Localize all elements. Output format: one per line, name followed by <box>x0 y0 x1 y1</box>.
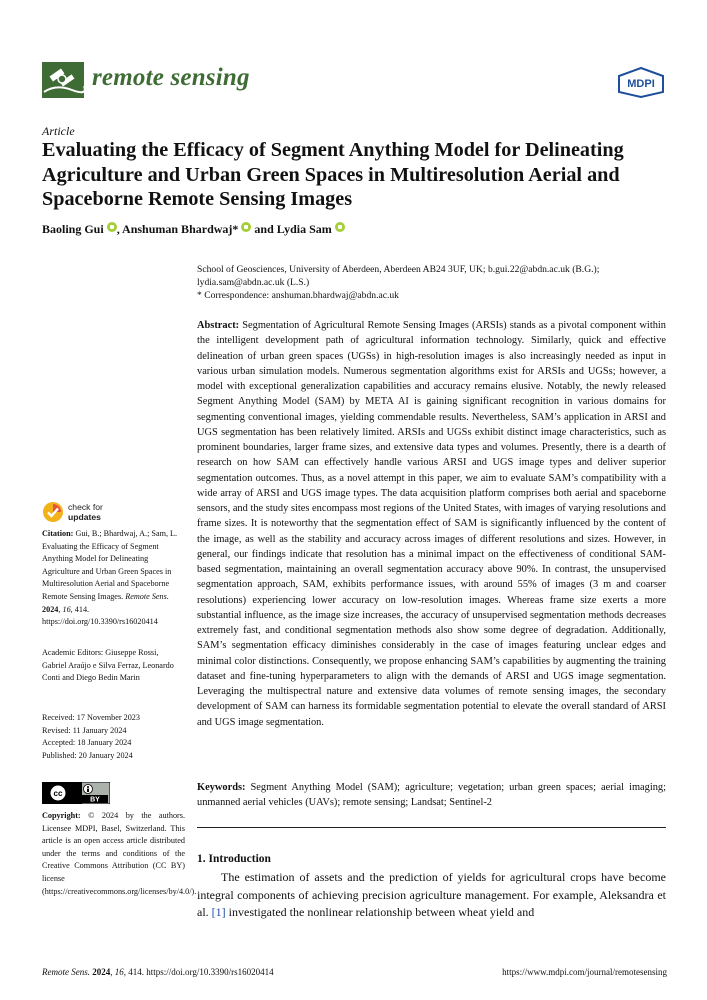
publisher-name: MDPI <box>627 78 655 90</box>
copyright-text: © 2024 by the authors. Licensee MDPI, Basel, Switzerland. This article is an open access article distributed under the terms and conditions of the Creative Commons Attribution (CC BY) license (https://creativecommons.org/licenses/by/4.0/). <box>42 811 197 896</box>
affiliation <box>197 264 667 290</box>
citation-text: Gui, B.; Bhardwaj, A.; Sam, L. Evaluating the Efficacy of Segment Anything Model for Delineating Agriculture and Urban Green Spaces in Multiresolution Aerial and Spaceborne Remote Sensing Images. <box>42 529 178 601</box>
check-label: check for <box>68 502 103 512</box>
keywords-text: Segment Anything Model (SAM); agriculture; vegetation; urban green spaces; aerial imaging; unmanned aerial vehicles (UAVs); remote sensing; Landsat; Sentinel-2 <box>197 782 666 809</box>
footer-volume: 16 <box>114 967 124 977</box>
citation-year: 2024 <box>42 604 59 614</box>
citation-volume: 16 <box>62 604 71 614</box>
abstract-label: Abstract: <box>197 320 240 331</box>
page-header <box>42 58 667 102</box>
orcid-icon[interactable] <box>241 222 251 232</box>
article-title: Evaluating the Efficacy of Segment Anything Model for Delineating Agriculture and Urban Green Spaces in Multiresolution Aerial and Spaceborne Remote Sensing Images <box>42 139 624 210</box>
academic-editors: Academic Editors: Giuseppe Rossi, Gabriel Araújo e Silva Ferraz, Leonardo Conti and Diego Bedin Marin <box>42 648 174 683</box>
check-updates-icon <box>42 501 64 523</box>
article-type: Article <box>42 124 75 138</box>
copyright-block <box>42 810 197 898</box>
intro-text: The estimation of assets and the prediction of yields for agricultural crops have become integral components of achieving precision agriculture management. For example, Aleksandra et al. <box>197 870 666 919</box>
footer-citation: Remote Sens. 2024, 16, 414. https://doi.org/10.3390/rs16020414 <box>42 967 274 977</box>
journal-url[interactable]: https://www.mdpi.com/journal/remotesensing <box>502 967 667 977</box>
author-name[interactable]: Lydia Sam <box>276 222 332 236</box>
updates-label: updates <box>68 512 101 522</box>
orcid-icon[interactable] <box>107 222 117 232</box>
citation-label: Citation: <box>42 529 74 538</box>
corresponding-mark: * <box>232 222 239 236</box>
affiliation-line: lydia.sam@abdn.ac.uk (L.S.) <box>197 276 310 288</box>
keywords-label: Keywords: <box>197 782 246 793</box>
check-for-updates-badge[interactable] <box>42 501 142 525</box>
intro-text: investigated the nonlinear relationship between wheat yield and <box>225 905 535 919</box>
footer-year: 2024 <box>92 967 111 977</box>
author-name[interactable]: Anshuman Bhardwaj <box>122 222 233 236</box>
footer-doi[interactable]: , 414. https://doi.org/10.3390/rs16020414 <box>123 967 274 977</box>
cc-letters: cc <box>53 789 63 798</box>
copyright-label: Copyright: <box>42 811 81 820</box>
keywords <box>197 780 666 811</box>
section-heading: 1. Introduction <box>197 853 271 865</box>
intro-paragraph <box>197 869 666 922</box>
citation-block: Citation: Gui, B.; Bhardwaj, A.; Sam, L. Evaluating the Efficacy of Segment Anything Model for Delineating Agriculture and Urban Green Spaces in Multiresolution Aerial and Spaceborne Remote Sensing Images. Remote Sens. 2024, 16, 414. https://doi.org/10.3390/rs16020414 <box>42 529 178 627</box>
publication-dates <box>42 712 185 762</box>
published-date: Published: 20 January 2024 <box>42 750 133 760</box>
cc-by-text: BY <box>90 796 100 804</box>
revised-date: Revised: 11 January 2024 <box>42 725 127 735</box>
abstract <box>197 318 666 730</box>
reference-link[interactable]: [1] <box>211 905 226 919</box>
citation-doi[interactable]: , 414. https://doi.org/10.3390/rs16020414 <box>42 604 158 627</box>
citation-journal: Remote Sens. <box>125 591 169 601</box>
received-date: Received: 17 November 2023 <box>42 713 140 722</box>
accepted-date: Accepted: 18 January 2024 <box>42 738 132 748</box>
author-list <box>42 222 672 237</box>
orcid-icon[interactable] <box>335 222 345 232</box>
correspondence: * Correspondence: anshuman.bhardwaj@abdn.ac.uk <box>197 290 399 301</box>
author-name[interactable]: Baoling Gui <box>42 222 104 236</box>
author-separator: and <box>251 222 277 236</box>
author-separator: , <box>116 222 123 236</box>
mdpi-logo-icon <box>615 66 667 98</box>
cc-by-license-icon[interactable] <box>42 782 110 804</box>
footer-journal: Remote Sens. <box>42 967 90 977</box>
journal-logo-icon <box>42 62 84 98</box>
affiliation-line: School of Geosciences, University of Aberdeen, Aberdeen AB24 3UF, UK; b.gui.22@abdn.ac.uk (B.G.); <box>197 264 600 275</box>
divider <box>197 827 666 828</box>
abstract-text: Segmentation of Agricultural Remote Sensing Images (ARSIs) stands as a pivotal component within the intelligent development path of agricultural information technology. Similarly, quick and effective delineation of urban green spaces (UGSs) in high-resolution images is also increasingly needed as input in various urban simulation models. Numerous segmentation algorithms exist for ARSIs and UGSs; however, a model with exceptional generalization capabilities and accuracy remains elusive. Notably, the newly released Segment Anything Model (SAM) by META AI is gaining significant recognition in various domains for segmenting conventional images, yielding commendable results. Nevertheless, SAM’s application in ARSI and UGS segmentation has been relatively limited. ARSIs and UGSs exhibit distinct image characteristics, such as prominent boundaries, larger frame sizes, and extensive data types and volumes. Presently, there is a dearth of research on how SAM can effectively handle various ARSI and UGS image types and deliver superior segmentation outcomes. Thus, as a novel attempt in this paper, we aim to evaluate SAM’s compatibility with a wide array of ARSI and UGS image types. The data acquisition platform comprises both aerial and spaceborne sensors, and the study sites encompass most regions of the United States, with images of varying resolutions and frame sizes. It is noteworthy that the segmentation effect of SAM is significantly influenced by the content of the image, as well as the stability and accuracy across images of different resolutions and sizes. However, in general, our findings indicate that resolution has a minimal impact on the effectiveness of conditional SAM-based segmentation, maintaining an overall segmentation accuracy above 90%. In contrast, the unsupervised segmentation approach, SAM, exhibits performance issues, with around 55% of images (3 m and coarser resolutions) experiencing lower accuracy on low-resolution images. Whereas frame size exerts a more substantial influence, as the image size increases, the accuracy of unsupervised segmentation methods decreases extremely fast, and conditional segmentation methods also show some degree of degradation. Additionally, SAM’s segmentation efficacy diminishes considerably in the case of images featuring unclear edges and minimal color distinctions. Consequently, we propose enhancing SAM’s capabilities by augmenting the training dataset and fine-tuning hyperparameters to align with the demands of ARSI and UGS image segmentation. Leveraging the multispectral nature and extensive data volumes of remote sensing images, the secondary development of SAM can harness its formidable segmentation potential to elevate the overall standard of ARSI and UGS image segmentation. <box>197 320 666 728</box>
journal-name: remote sensing <box>92 64 250 91</box>
